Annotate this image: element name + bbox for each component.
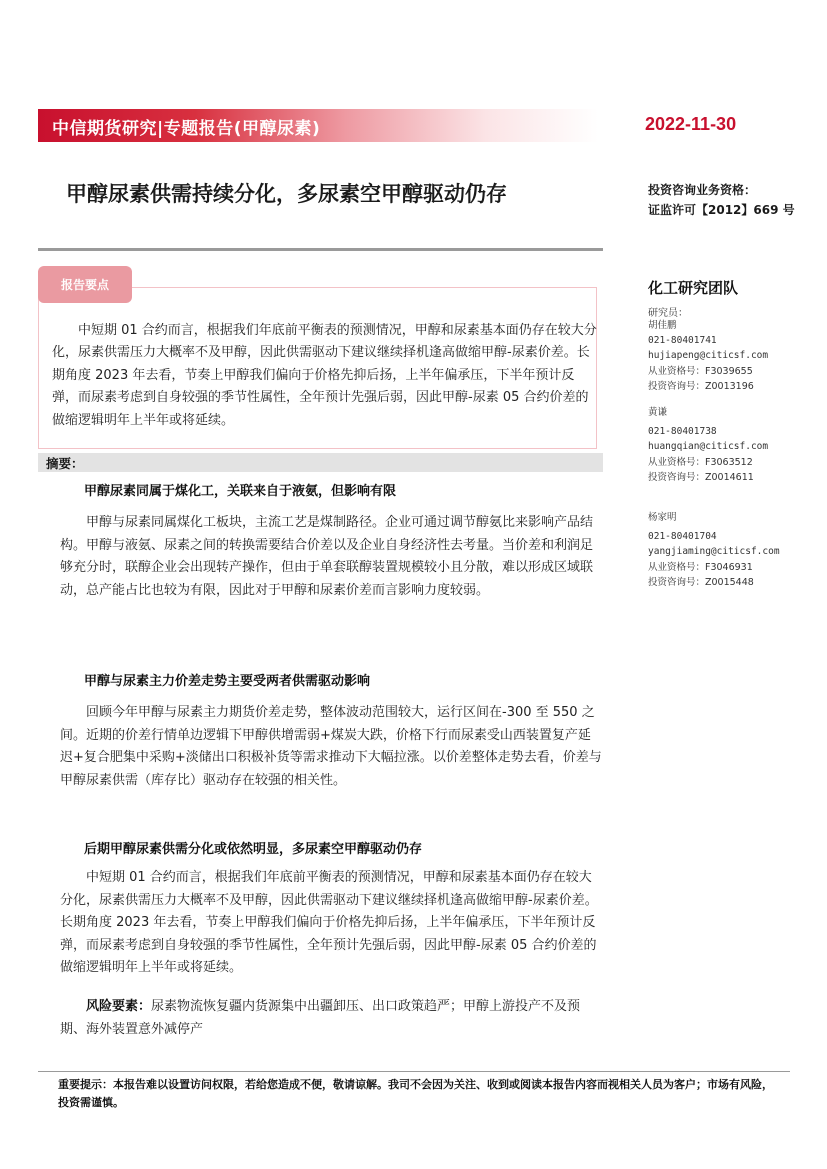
analyst-license: 从业资格号：F3046931 [648, 561, 753, 573]
team-subtitle: 研究员： [648, 308, 688, 319]
risk-paragraph [60, 996, 602, 1041]
analyst-phone: 021-80401704 [648, 531, 717, 543]
risk-label: 风险要素： [86, 999, 152, 1014]
footer-disclaimer: 重要提示：本报告难以设置访问权限，若给您造成不便，敬请谅解。我司不会因为关注、收到或阅读本报告内容而视相关人员为客户；市场有风险，投资需谨慎。 [58, 1078, 773, 1109]
summary-text: 中短期 01 合约而言，根据我们年底前平衡表的预测情况，甲醇和尿素基本面仍存在较大分化，尿素供需压力大概率不及甲醇，因此供需驱动下建议继续择机逢高做缩甲醇-尿素价差。长期角度 2023 年去看，节奏上甲醇我们偏向于价格先抑后扬，上半年偏承压，下半年预计反弹，而尿素考虑到自身较强的季节性属性，全年预计先强后弱，因此甲醇-尿素 05 合约价差的做缩逻辑明年上半年或将延续。 [52, 323, 597, 428]
title-divider [38, 248, 603, 251]
analyst-email[interactable]: yangjiaming@citicsf.com [648, 546, 780, 558]
analyst-card [648, 318, 818, 394]
analyst-consult: 投资咨询号：Z0013196 [648, 380, 754, 392]
risk-text: 尿素物流恢复疆内货源集中出疆卸压、出口政策趋严；甲醇上游投产不及预期、海外装置意外减停产 [60, 999, 581, 1037]
analyst-name: 杨家明 [648, 512, 677, 523]
section-body-2: 回顾今年甲醇与尿素主力期货价差走势，整体波动范围较大，运行区间在-300 至 550 之间。近期的价差行情单边逻辑下甲醇供增需弱+煤炭大跌，价格下行而尿素受山西装置复产延迟+复合肥集中采购+淡储出口积极补货等需求推动下大幅拉涨。以价差整体走势去看，价差与甲醇尿素供需（库存比）驱动存在较强的相关性。 [60, 705, 602, 788]
analyst-license: 从业资格号：F3039655 [648, 365, 753, 377]
section-body-3: 中短期 01 合约而言，根据我们年底前平衡表的预测情况，甲醇和尿素基本面仍存在较大分化，尿素供需压力大概率不及甲醇，因此供需驱动下建议继续择机逢高做缩甲醇-尿素价差。长期角度 2023 年去看，节奏上甲醇我们偏向于价格先抑后扬，上半年偏承压，下半年预计反弹，而尿素考虑到自身较强的季节性属性，全年预计先强后弱，因此甲醇-尿素 05 合约价差的做缩逻辑明年上半年或将延续。 [60, 870, 598, 976]
qualification-value: 证监许可【2012】669 号 [648, 203, 795, 217]
analyst-consult: 投资咨询号：Z0014611 [648, 471, 754, 483]
section-heading-1: 甲醇尿素同属于煤化工，关联来自于液氨，但影响有限 [84, 484, 397, 499]
section-body-1: 甲醇与尿素同属煤化工板块，主流工艺是煤制路径。企业可通过调节醇氨比来影响产品结构。甲醇与液氨、尿素之间的转换需要结合价差以及企业自身经济性去考量。当价差和利润足够充分时，联醇企业会出现转产操作，但由于单套联醇装置规模较小且分散，难以形成区域联动，总产能占比也较为有限，因此对于甲醇和尿素价差而言影响力度较弱。 [60, 515, 594, 598]
summary-tag: 报告要点 [38, 266, 132, 303]
page-title: 甲醇尿素供需持续分化，多尿素空甲醇驱动仍存 [66, 182, 507, 206]
report-series-label: 中信期货研究|专题报告(甲醇尿素) [52, 119, 321, 139]
analyst-email[interactable]: huangqian@citicsf.com [648, 441, 769, 453]
section-heading-3: 后期甲醇尿素供需分化或依然明显，多尿素空甲醇驱动仍存 [84, 842, 423, 857]
analyst-name: 胡佳鹏 [648, 320, 677, 331]
footer-divider [38, 1071, 790, 1072]
section-heading-2: 甲醇与尿素主力价差走势主要受两者供需驱动影响 [84, 674, 371, 689]
abstract-label: 摘要： [46, 456, 84, 471]
analyst-email[interactable]: hujiapeng@citicsf.com [648, 350, 769, 362]
analyst-phone: 021-80401738 [648, 426, 717, 438]
report-date: 2022-11-30 [645, 114, 737, 134]
analyst-license: 从业资格号：F3063512 [648, 456, 753, 468]
analyst-consult: 投资咨询号：Z0015448 [648, 576, 754, 588]
analyst-card [648, 510, 818, 590]
qualification-label: 投资咨询业务资格： [648, 183, 757, 197]
abstract-bar [38, 453, 603, 472]
analyst-name: 黄谦 [648, 407, 668, 418]
analyst-card [648, 405, 818, 485]
analyst-phone: 021-80401741 [648, 335, 717, 347]
team-title: 化工研究团队 [648, 279, 739, 297]
